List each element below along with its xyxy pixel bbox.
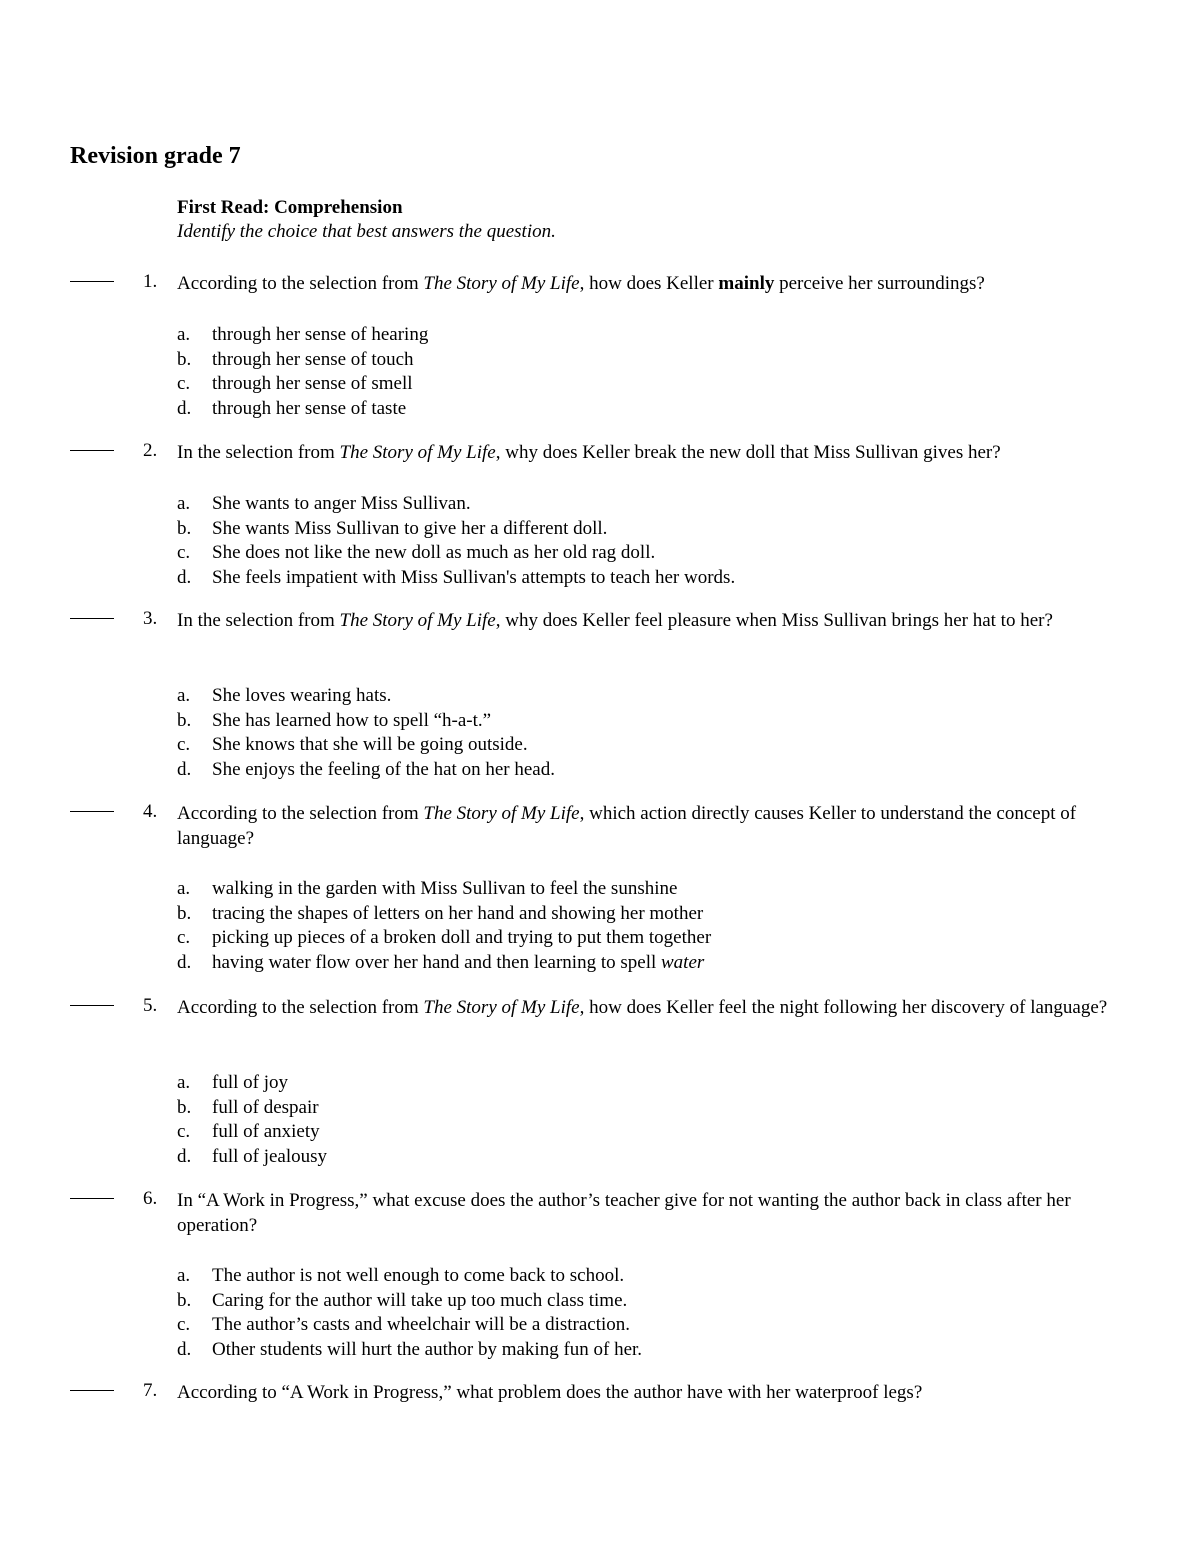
text-run: full of joy: [212, 1072, 288, 1093]
option-text: [212, 902, 703, 927]
option-text: [212, 1096, 319, 1121]
option-text: [212, 1338, 642, 1363]
text-run: picking up pieces of a broken doll and trying to put them together: [212, 927, 712, 949]
question-text: [177, 1188, 1137, 1238]
text-run: through her sense of touch: [212, 348, 414, 370]
option-text: [212, 684, 391, 709]
text-run: According to “A Work in Progress,” what problem does the author have with her waterproof legs?: [177, 1382, 923, 1403]
answer-blank[interactable]: [70, 281, 114, 282]
option-letter: b.: [177, 709, 192, 731]
option-text: [212, 709, 491, 734]
option-text: [212, 348, 414, 373]
question-number: 6.: [143, 1188, 158, 1209]
text-run: In the selection from: [177, 442, 340, 463]
text-run: , why does Keller feel pleasure when Miss Sullivan brings her hat to her?: [495, 610, 1053, 631]
question-number: 2.: [143, 440, 158, 461]
question-number: 7.: [143, 1380, 158, 1401]
option-text: [212, 1313, 630, 1338]
answer-blank[interactable]: [70, 618, 114, 619]
text-run: through her sense of smell: [212, 373, 413, 395]
text-run: through her sense of taste: [212, 397, 407, 419]
option-letter: b.: [177, 1289, 192, 1311]
option-letter: b.: [177, 902, 192, 924]
option-letter: a.: [177, 1072, 191, 1093]
option-letter: c.: [177, 734, 191, 756]
option-letter: d.: [177, 1145, 192, 1167]
answer-blank[interactable]: [70, 1390, 114, 1391]
option-text: [212, 1289, 627, 1314]
option-text: [212, 1120, 320, 1145]
option-text: [212, 758, 555, 783]
option-letter: d.: [177, 758, 192, 780]
option-text: [212, 492, 471, 517]
option-text: [212, 877, 677, 902]
italic-text: The Story of My Life: [423, 273, 580, 294]
option-text: [212, 1145, 327, 1170]
italic-text: water: [661, 951, 705, 973]
option-text: [212, 951, 704, 976]
option-letter: a.: [177, 878, 191, 899]
text-run: In the selection from: [177, 610, 340, 631]
text-run: having water flow over her hand and then learning to spell: [212, 951, 661, 973]
text-run: She wants to anger Miss Sullivan.: [212, 493, 471, 514]
question-text: [177, 1380, 1137, 1405]
question-text: [177, 440, 1137, 465]
text-run: She enjoys the feeling of the hat on her head.: [212, 758, 555, 780]
option-letter: a.: [177, 685, 191, 706]
text-run: She knows that she will be going outside.: [212, 734, 528, 756]
option-letter: d.: [177, 1338, 192, 1360]
text-run: full of jealousy: [212, 1145, 328, 1167]
bold-text: mainly: [718, 273, 775, 294]
text-run: In “A Work in Progress,” what excuse does the author’s teacher give for not wanting the author back in class after her operation?: [177, 1190, 1071, 1236]
text-run: walking in the garden with Miss Sullivan to feel the sunshine: [212, 878, 678, 899]
option-text: [212, 1071, 288, 1096]
text-run: Other students will hurt the author by making fun of her.: [212, 1338, 643, 1360]
option-letter: a.: [177, 1265, 191, 1286]
question-text: [177, 608, 1137, 633]
text-run: perceive her surroundings?: [774, 273, 985, 294]
option-letter: b.: [177, 1096, 192, 1118]
text-run: She loves wearing hats.: [212, 685, 392, 706]
option-text: [212, 517, 607, 542]
question-text: [177, 995, 1137, 1020]
option-text: [212, 541, 655, 566]
section-heading: First Read: Comprehension: [177, 197, 403, 218]
text-run: The author is not well enough to come back to school.: [212, 1265, 625, 1286]
answer-blank[interactable]: [70, 811, 114, 812]
italic-text: The Story of My Life: [339, 442, 496, 463]
option-letter: c.: [177, 373, 191, 395]
option-text: [212, 733, 528, 758]
option-letter: c.: [177, 1314, 191, 1336]
option-text: [212, 566, 735, 591]
option-letter: d.: [177, 951, 192, 973]
text-run: tracing the shapes of letters on her hand and showing her mother: [212, 902, 704, 924]
option-letter: c.: [177, 542, 191, 564]
text-run: According to the selection from: [177, 803, 424, 824]
text-run: Caring for the author will take up too much class time.: [212, 1289, 628, 1311]
text-run: full of anxiety: [212, 1121, 320, 1143]
section-instruction: Identify the choice that best answers the question.: [177, 221, 556, 242]
answer-blank[interactable]: [70, 1198, 114, 1199]
option-letter: d.: [177, 397, 192, 419]
text-run: , how does Keller: [579, 273, 719, 294]
option-letter: d.: [177, 566, 192, 588]
option-text: [212, 372, 413, 397]
text-run: The author’s casts and wheelchair will be a distraction.: [212, 1314, 631, 1336]
option-text: [212, 1264, 624, 1289]
text-run: She does not like the new doll as much as her old rag doll.: [212, 542, 656, 564]
option-letter: c.: [177, 1121, 191, 1143]
question-number: 3.: [143, 608, 158, 629]
option-text: [212, 323, 428, 348]
page-title: Revision grade 7: [70, 143, 241, 169]
option-text: [212, 926, 711, 951]
option-text: [212, 397, 406, 422]
text-run: She wants Miss Sullivan to give her a different doll.: [212, 517, 608, 539]
text-run: , which action directly causes Keller to understand the concept of language?: [177, 803, 1077, 849]
option-letter: a.: [177, 324, 191, 345]
text-run: According to the selection from: [177, 997, 424, 1018]
italic-text: The Story of My Life: [423, 997, 580, 1018]
question-text: [177, 271, 1137, 296]
text-run: , how does Keller feel the night following her discovery of language?: [579, 997, 1108, 1018]
text-run: According to the selection from: [177, 273, 424, 294]
question-number: 5.: [143, 995, 158, 1016]
option-letter: b.: [177, 348, 192, 370]
text-run: full of despair: [212, 1096, 319, 1118]
question-text: [177, 801, 1137, 851]
text-run: through her sense of hearing: [212, 324, 429, 345]
answer-blank[interactable]: [70, 1005, 114, 1006]
italic-text: The Story of My Life: [423, 803, 580, 824]
answer-blank[interactable]: [70, 450, 114, 451]
text-run: She has learned how to spell “h-a-t.”: [212, 709, 492, 731]
text-run: , why does Keller break the new doll that Miss Sullivan gives her?: [495, 442, 1001, 463]
option-letter: b.: [177, 517, 192, 539]
italic-text: The Story of My Life: [339, 610, 496, 631]
text-run: She feels impatient with Miss Sullivan's attempts to teach her words.: [212, 566, 736, 588]
option-letter: c.: [177, 927, 191, 949]
option-letter: a.: [177, 493, 191, 514]
question-number: 1.: [143, 271, 158, 292]
question-number: 4.: [143, 801, 158, 822]
